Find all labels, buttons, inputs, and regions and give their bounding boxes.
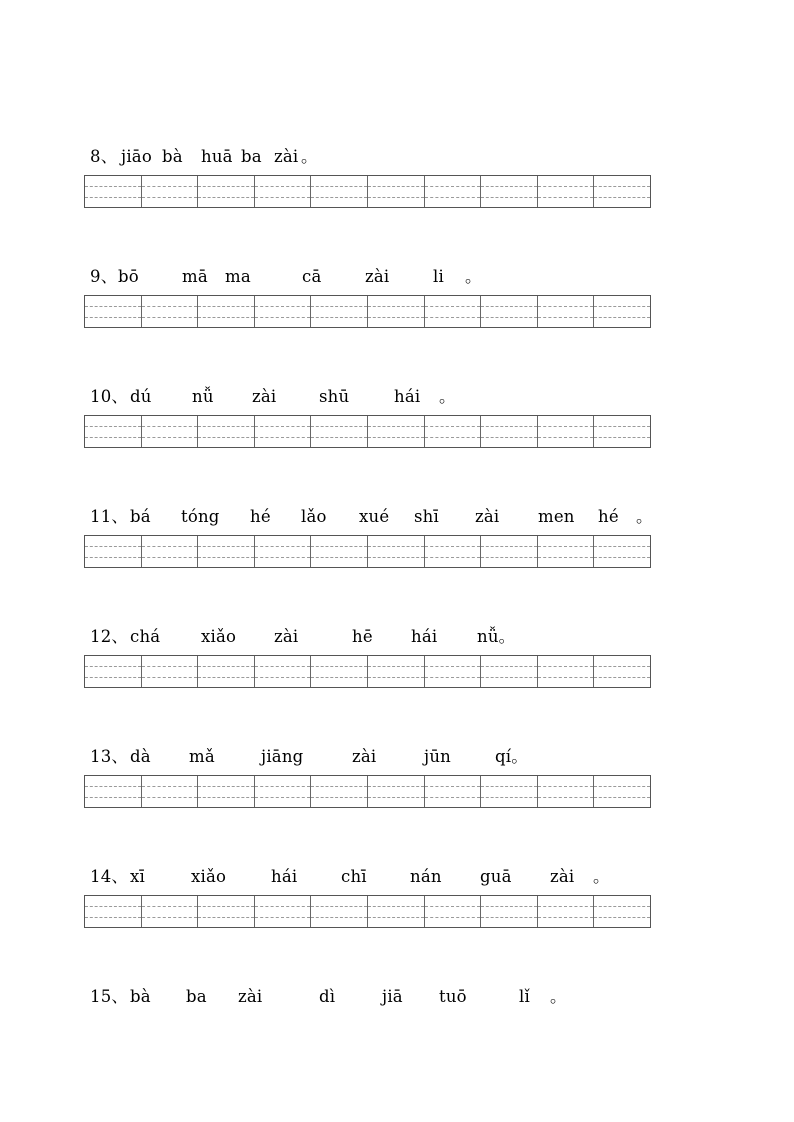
pinyin-syllable: xī bbox=[130, 867, 145, 886]
writing-cell[interactable] bbox=[255, 776, 312, 807]
pinyin-syllable: bà bbox=[162, 147, 183, 166]
exercise-number: 13、 bbox=[90, 747, 129, 766]
writing-cell[interactable] bbox=[311, 536, 368, 567]
writing-cell[interactable] bbox=[538, 416, 595, 447]
writing-cell[interactable] bbox=[368, 656, 425, 687]
exercise-number: 12、 bbox=[90, 627, 129, 646]
writing-cell[interactable] bbox=[425, 296, 482, 327]
writing-cell[interactable] bbox=[425, 536, 482, 567]
writing-cell[interactable] bbox=[481, 296, 538, 327]
writing-cell[interactable] bbox=[425, 656, 482, 687]
writing-grid bbox=[84, 415, 651, 448]
writing-cell[interactable] bbox=[594, 776, 650, 807]
pinyin-syllable: 。 bbox=[636, 507, 653, 526]
writing-cell[interactable] bbox=[85, 296, 142, 327]
writing-cell[interactable] bbox=[85, 416, 142, 447]
pinyin-syllable: nǚ bbox=[192, 387, 214, 406]
writing-cell[interactable] bbox=[538, 896, 595, 927]
writing-grid bbox=[84, 655, 651, 688]
writing-cell[interactable] bbox=[85, 656, 142, 687]
pinyin-syllable: hé bbox=[250, 507, 271, 526]
writing-cell[interactable] bbox=[198, 656, 255, 687]
pinyin-syllable: mǎ bbox=[189, 747, 215, 766]
pinyin-syllable: zài bbox=[352, 747, 377, 766]
writing-cell[interactable] bbox=[198, 176, 255, 207]
writing-cell[interactable] bbox=[255, 656, 312, 687]
writing-cell[interactable] bbox=[594, 296, 650, 327]
pinyin-syllable: shī bbox=[414, 507, 439, 526]
pinyin-syllable: ba bbox=[241, 147, 262, 166]
writing-cell[interactable] bbox=[594, 896, 650, 927]
pinyin-syllable: guā bbox=[480, 867, 512, 886]
pinyin-syllable: bà bbox=[130, 987, 151, 1006]
pinyin-syllable: hái bbox=[411, 627, 438, 646]
writing-cell[interactable] bbox=[368, 776, 425, 807]
pinyin-syllable: ba bbox=[186, 987, 207, 1006]
pinyin-syllable: hē bbox=[352, 627, 373, 646]
exercise-number: 10、 bbox=[90, 387, 129, 406]
pinyin-syllable: tóng bbox=[181, 507, 220, 526]
writing-cell[interactable] bbox=[255, 416, 312, 447]
writing-cell[interactable] bbox=[481, 536, 538, 567]
pinyin-syllable: huā bbox=[201, 147, 233, 166]
pinyin-syllable: lǎo bbox=[301, 507, 327, 526]
writing-cell[interactable] bbox=[85, 536, 142, 567]
writing-cell[interactable] bbox=[368, 416, 425, 447]
writing-cell[interactable] bbox=[198, 296, 255, 327]
writing-cell[interactable] bbox=[255, 536, 312, 567]
writing-cell[interactable] bbox=[255, 896, 312, 927]
pinyin-syllable: zài bbox=[238, 987, 263, 1006]
writing-grid bbox=[84, 535, 651, 568]
writing-cell[interactable] bbox=[198, 896, 255, 927]
writing-cell[interactable] bbox=[481, 656, 538, 687]
writing-grid bbox=[84, 895, 651, 928]
exercise-number: 15、 bbox=[90, 987, 129, 1006]
writing-cell[interactable] bbox=[142, 896, 199, 927]
pinyin-syllable: 。 bbox=[301, 147, 318, 166]
writing-cell[interactable] bbox=[311, 896, 368, 927]
pinyin-syllable: bō bbox=[118, 267, 139, 286]
exercise-number: 14、 bbox=[90, 867, 129, 886]
writing-cell[interactable] bbox=[255, 296, 312, 327]
writing-cell[interactable] bbox=[368, 536, 425, 567]
writing-cell[interactable] bbox=[425, 416, 482, 447]
writing-cell[interactable] bbox=[311, 296, 368, 327]
writing-cell[interactable] bbox=[481, 416, 538, 447]
pinyin-syllable: chá bbox=[130, 627, 161, 646]
writing-cell[interactable] bbox=[368, 176, 425, 207]
writing-cell[interactable] bbox=[538, 536, 595, 567]
pinyin-syllable: mā bbox=[182, 267, 208, 286]
writing-cell[interactable] bbox=[142, 176, 199, 207]
pinyin-syllable: xiǎo bbox=[191, 867, 227, 886]
writing-cell[interactable] bbox=[481, 896, 538, 927]
writing-cell[interactable] bbox=[538, 776, 595, 807]
writing-cell[interactable] bbox=[311, 656, 368, 687]
pinyin-syllable: shū bbox=[319, 387, 350, 406]
exercise-number: 9、 bbox=[90, 267, 118, 286]
writing-cell[interactable] bbox=[142, 536, 199, 567]
writing-cell[interactable] bbox=[594, 656, 650, 687]
writing-cell[interactable] bbox=[198, 536, 255, 567]
pinyin-syllable: bá bbox=[130, 507, 151, 526]
pinyin-syllable: 。 bbox=[593, 867, 610, 886]
pinyin-syllable: lǐ bbox=[519, 987, 530, 1006]
writing-cell[interactable] bbox=[85, 896, 142, 927]
writing-cell[interactable] bbox=[538, 656, 595, 687]
pinyin-syllable: 。 bbox=[550, 987, 567, 1006]
writing-cell[interactable] bbox=[481, 176, 538, 207]
pinyin-syllable: chī bbox=[341, 867, 367, 886]
pinyin-syllable: jūn bbox=[424, 747, 451, 766]
writing-cell[interactable] bbox=[425, 896, 482, 927]
pinyin-syllable: zài bbox=[365, 267, 390, 286]
pinyin-syllable: jiā bbox=[382, 987, 403, 1006]
pinyin-syllable: jiāng bbox=[261, 747, 304, 766]
writing-grid bbox=[84, 295, 651, 328]
writing-cell[interactable] bbox=[594, 416, 650, 447]
pinyin-syllable: 。 bbox=[465, 267, 482, 286]
writing-cell[interactable] bbox=[142, 656, 199, 687]
pinyin-syllable: zài bbox=[252, 387, 277, 406]
pinyin-syllable: ma bbox=[225, 267, 251, 286]
writing-cell[interactable] bbox=[311, 776, 368, 807]
pinyin-syllable: xiǎo bbox=[201, 627, 237, 646]
writing-cell[interactable] bbox=[85, 776, 142, 807]
pinyin-syllable: hái bbox=[271, 867, 298, 886]
pinyin-syllable: jiāo bbox=[121, 147, 152, 166]
writing-cell[interactable] bbox=[594, 176, 650, 207]
writing-cell[interactable] bbox=[425, 776, 482, 807]
pinyin-syllable: dà bbox=[130, 747, 151, 766]
pinyin-syllable: hé bbox=[598, 507, 619, 526]
writing-cell[interactable] bbox=[198, 776, 255, 807]
exercise-number: 8、 bbox=[90, 147, 118, 166]
writing-cell[interactable] bbox=[311, 176, 368, 207]
writing-cell[interactable] bbox=[538, 176, 595, 207]
writing-cell[interactable] bbox=[142, 296, 199, 327]
writing-cell[interactable] bbox=[481, 776, 538, 807]
writing-cell[interactable] bbox=[85, 176, 142, 207]
pinyin-syllable: hái bbox=[394, 387, 421, 406]
writing-cell[interactable] bbox=[538, 296, 595, 327]
pinyin-syllable: zài bbox=[475, 507, 500, 526]
pinyin-syllable: tuō bbox=[439, 987, 467, 1006]
writing-cell[interactable] bbox=[425, 176, 482, 207]
pinyin-syllable: men bbox=[538, 507, 575, 526]
writing-grid bbox=[84, 175, 651, 208]
pinyin-syllable: nán bbox=[410, 867, 442, 886]
pinyin-syllable: cā bbox=[302, 267, 322, 286]
writing-cell[interactable] bbox=[311, 416, 368, 447]
pinyin-syllable: qí。 bbox=[495, 747, 528, 766]
writing-grid bbox=[84, 775, 651, 808]
writing-cell[interactable] bbox=[594, 536, 650, 567]
writing-cell[interactable] bbox=[255, 176, 312, 207]
pinyin-syllable: xué bbox=[359, 507, 390, 526]
pinyin-syllable: dú bbox=[130, 387, 152, 406]
writing-cell[interactable] bbox=[368, 296, 425, 327]
pinyin-syllable: zài bbox=[274, 147, 299, 166]
pinyin-syllable: li bbox=[433, 267, 444, 286]
pinyin-syllable: 。 bbox=[439, 387, 456, 406]
writing-cell[interactable] bbox=[368, 896, 425, 927]
exercise-number: 11、 bbox=[90, 507, 129, 526]
pinyin-syllable: zài bbox=[550, 867, 575, 886]
pinyin-syllable: dì bbox=[319, 987, 336, 1006]
writing-cell[interactable] bbox=[142, 416, 199, 447]
pinyin-syllable: zài bbox=[274, 627, 299, 646]
writing-cell[interactable] bbox=[198, 416, 255, 447]
pinyin-syllable: nǚ。 bbox=[477, 627, 516, 646]
writing-cell[interactable] bbox=[142, 776, 199, 807]
